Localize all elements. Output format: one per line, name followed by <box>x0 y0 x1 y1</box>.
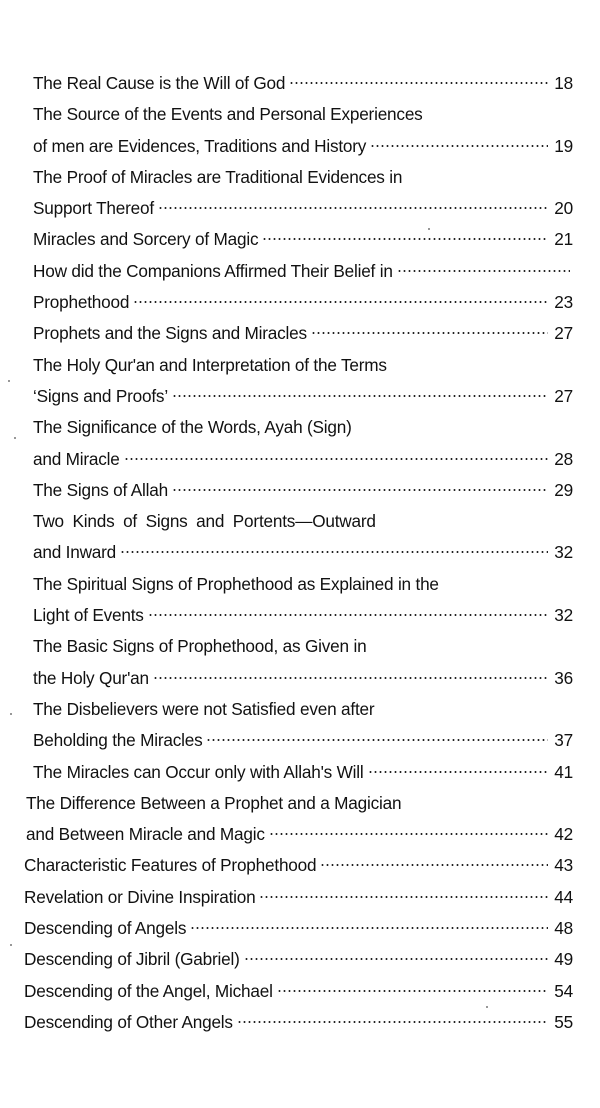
toc-entry-title: Prophets and the Signs and Miracles <box>33 323 307 344</box>
toc-entry-title: Beholding the Miracles <box>33 730 203 751</box>
toc-entry <box>33 350 573 381</box>
dot-leader <box>190 926 548 930</box>
toc-entry-title: The Signs of Allah <box>33 479 168 500</box>
toc-entry-title: ‘Signs and Proofs’ <box>33 385 168 406</box>
toc-entry <box>33 663 573 694</box>
toc-entry-title: Descending of Angels <box>24 918 187 939</box>
dot-leader <box>124 457 548 461</box>
toc-entry <box>33 537 573 568</box>
toc-entry-title: The Difference Between a Prophet and a Magician <box>26 792 402 813</box>
toc-entry <box>24 882 573 913</box>
toc-entry-title: The Real Cause is the Will of God <box>33 73 286 93</box>
scan-speck <box>486 1006 488 1008</box>
toc-entry-title: The Basic Signs of Prophethood, as Given in <box>33 636 367 657</box>
toc-entry <box>33 444 573 475</box>
toc-entry <box>33 631 573 662</box>
dot-leader <box>370 144 548 148</box>
toc-entry <box>33 162 573 193</box>
toc-page-number: 27 <box>554 385 573 406</box>
dot-leader <box>320 863 548 867</box>
toc-entry <box>26 788 573 819</box>
toc-entry-title: The Significance of the Words, Ayah (Sign) <box>33 417 352 438</box>
toc-page-number: 21 <box>554 229 573 250</box>
dot-leader <box>289 81 548 85</box>
toc-entry <box>33 381 573 412</box>
toc-entry-title: Descending of the Angel, Michael <box>24 980 273 1001</box>
dot-leader <box>277 989 548 993</box>
toc-page-number: 32 <box>554 605 573 626</box>
toc-page-number: 41 <box>554 761 573 782</box>
toc-page-number: 48 <box>554 918 573 939</box>
toc-entry-title: the Holy Qur'an <box>33 667 149 688</box>
scan-speck <box>14 437 16 439</box>
toc-entry-title: and Between Miracle and Magic <box>26 824 265 845</box>
toc-page-number: 43 <box>554 855 573 876</box>
toc-entry <box>33 569 573 600</box>
toc-page-number: 42 <box>554 824 573 845</box>
dot-leader <box>172 394 548 398</box>
toc-entry-title: Miracles and Sorcery of Magic <box>33 229 259 250</box>
dot-leader <box>158 206 548 210</box>
toc-entry-title: and Miracle <box>33 448 120 469</box>
dot-leader <box>120 550 548 554</box>
toc-entry <box>33 412 573 443</box>
toc-page-number: 32 <box>554 542 573 563</box>
toc-entry <box>24 1007 573 1038</box>
toc-entry-title: Light of Events <box>33 605 144 626</box>
toc-page-number: 55 <box>554 1011 573 1032</box>
toc-entry-title: How did the Companions Affirmed Their Belief in <box>33 260 393 281</box>
dot-leader <box>368 770 549 774</box>
scan-speck <box>10 713 12 715</box>
toc-entry-title: Revelation or Divine Inspiration <box>24 886 256 907</box>
toc-entry-title: The Miracles can Occur only with Allah's Will <box>33 761 364 782</box>
toc-entry-title: Support Thereof <box>33 198 154 219</box>
toc-entry <box>33 256 573 287</box>
toc-page-number: 23 <box>554 292 573 313</box>
dot-leader <box>153 676 548 680</box>
toc-entry <box>33 318 573 349</box>
dot-leader <box>262 237 548 241</box>
dot-leader <box>397 269 570 273</box>
toc-page-number: 28 <box>554 448 573 469</box>
toc-entry <box>33 694 573 725</box>
toc-entry-title: The Spiritual Signs of Prophethood as Explained in the <box>33 573 439 594</box>
toc-entry <box>26 819 573 850</box>
toc-entry-title: and Inward <box>33 542 117 563</box>
dot-leader <box>206 738 548 742</box>
toc-entry <box>33 757 573 788</box>
toc-page-number: 29 <box>554 479 573 500</box>
scan-speck <box>10 944 12 946</box>
toc-page-number: 49 <box>554 949 573 970</box>
toc-page-number: 18 <box>554 73 573 93</box>
toc-entry-title: Characteristic Features of Prophethood <box>24 855 317 876</box>
toc-page-number: 36 <box>554 667 573 688</box>
toc-entry-title: The Proof of Miracles are Traditional Evidences in <box>33 166 403 187</box>
scan-speck <box>428 228 430 230</box>
toc-entry <box>33 193 573 224</box>
toc-entry <box>33 725 573 756</box>
dot-leader <box>311 331 548 335</box>
dot-leader <box>244 957 548 961</box>
toc-entry-title: The Source of the Events and Personal Experiences <box>33 104 423 125</box>
toc-entry-title: of men are Evidences, Traditions and History <box>33 135 367 156</box>
toc-entry <box>33 224 573 255</box>
toc-entry <box>33 68 573 99</box>
scan-speck <box>8 380 10 382</box>
dot-leader <box>269 832 548 836</box>
dot-leader <box>172 488 548 492</box>
toc-page-number: 54 <box>554 980 573 1001</box>
dot-leader <box>133 300 548 304</box>
toc-entry-title: Descending of Other Angels <box>24 1011 233 1032</box>
toc-page-number: 37 <box>554 730 573 751</box>
dot-leader <box>148 613 548 617</box>
toc-entry <box>33 600 573 631</box>
toc-entry <box>33 287 573 318</box>
toc-page-number: 20 <box>554 198 573 219</box>
toc-entry-title: Two Kinds of Signs and Portents—Outward <box>33 511 376 532</box>
dot-leader <box>259 895 548 899</box>
toc-page-number: 27 <box>554 323 573 344</box>
table-of-contents <box>24 68 573 1038</box>
toc-entry <box>33 506 573 537</box>
toc-entry <box>24 976 573 1007</box>
toc-entry <box>24 944 573 975</box>
toc-entry-title: The Disbelievers were not Satisfied even after <box>33 698 375 719</box>
dot-leader <box>237 1020 548 1024</box>
toc-entry <box>33 131 573 162</box>
toc-entry-title: Prophethood <box>33 292 130 313</box>
toc-entry <box>33 475 573 506</box>
toc-entry-title: The Holy Qur'an and Interpretation of the Terms <box>33 354 387 375</box>
toc-entry <box>24 913 573 944</box>
toc-entry <box>33 99 573 130</box>
toc-entry <box>24 850 573 881</box>
toc-page-number: 44 <box>554 886 573 907</box>
toc-entry-title: Descending of Jibril (Gabriel) <box>24 949 240 970</box>
toc-page-number: 19 <box>554 135 573 156</box>
